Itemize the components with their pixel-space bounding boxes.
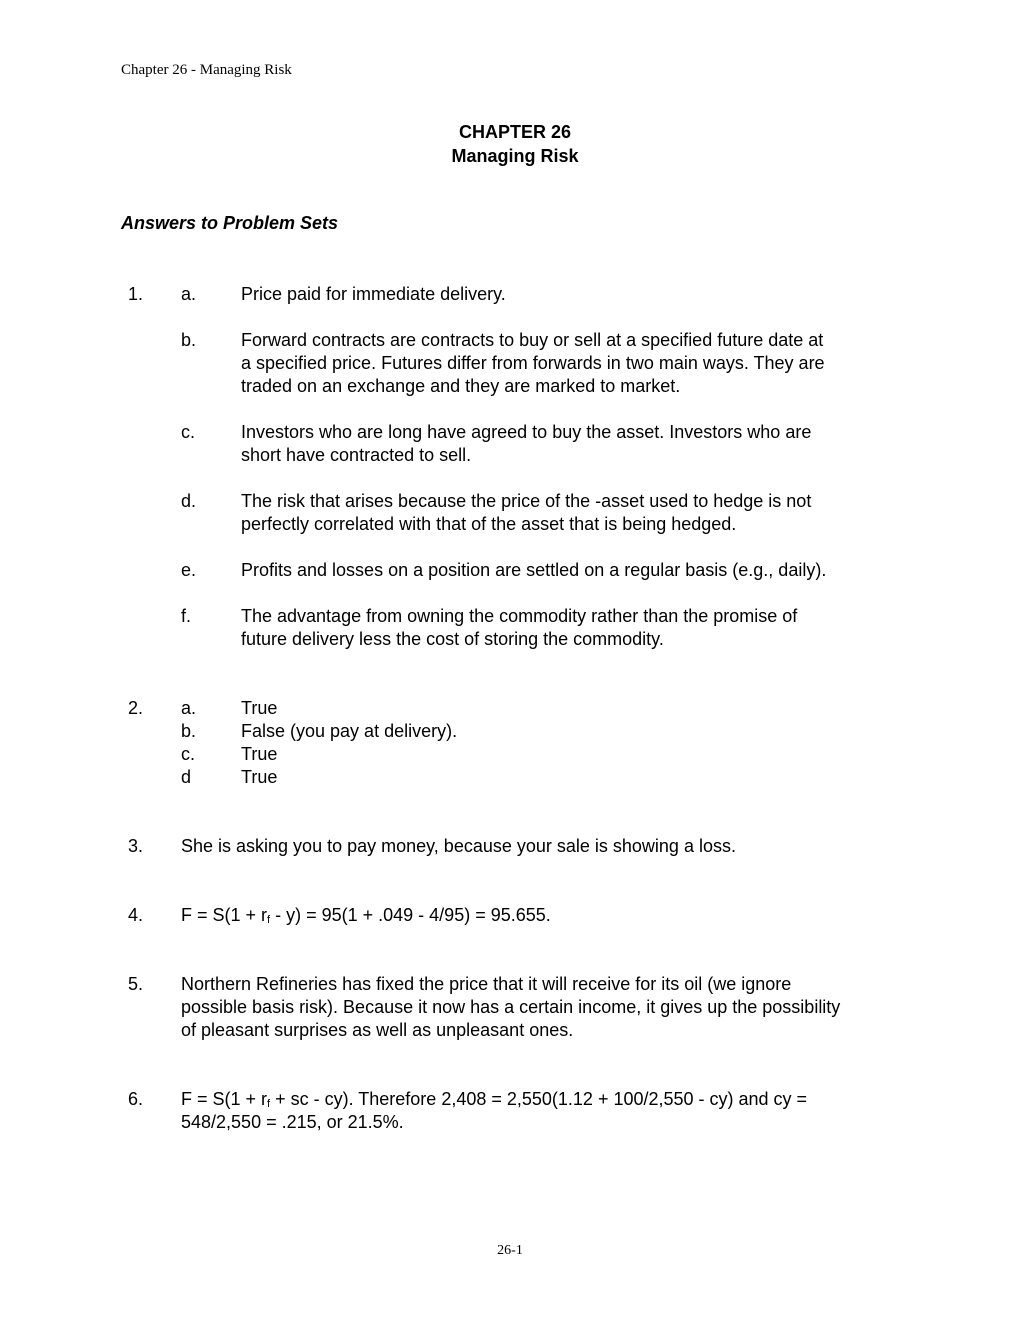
answer-line: Price paid for immediate delivery. <box>241 284 506 304</box>
answer-line: of pleasant surprises as well as unpleasant ones. <box>181 1020 574 1040</box>
problem-number: 5. <box>128 974 144 994</box>
item-label: c. <box>181 744 196 764</box>
answer-line: False (you pay at delivery). <box>241 721 458 741</box>
chapter-title: Managing Risk <box>451 146 579 166</box>
item-label: d <box>181 767 192 787</box>
problem-number: 6. <box>128 1089 144 1109</box>
problem-number: 3. <box>128 836 144 856</box>
answer-line: short have contracted to sell. <box>241 445 472 465</box>
formula-part: F = S(1 + r <box>181 1089 268 1109</box>
formula-part: - y) = 95(1 + .049 - 4/95) = 95.655. <box>270 905 551 925</box>
answer-line: Forward contracts are contracts to buy or sell at a specified future date at <box>241 330 824 350</box>
item-label: b. <box>181 721 197 741</box>
answer-line: possible basis risk). Because it now has a certain income, it gives up the possibility <box>181 997 841 1017</box>
page-header: Chapter 26 - Managing Risk <box>121 62 292 78</box>
answer-line: True <box>241 767 278 787</box>
formula-part: F = S(1 + r <box>181 905 268 925</box>
answer-line: a specified price. Futures differ from forwards in two main ways. They are <box>241 353 825 373</box>
formula-subscript: f <box>267 1098 271 1110</box>
item-label: e. <box>181 560 197 580</box>
formula-line <box>181 904 551 927</box>
item-label: f. <box>181 606 192 626</box>
item-label: b. <box>181 330 197 350</box>
answer-line: traded on an exchange and they are marked to market. <box>241 376 681 396</box>
chapter-number: CHAPTER 26 <box>458 122 572 142</box>
formula-line <box>181 1088 807 1111</box>
answer-line: The risk that arises because the price of the -asset used to hedge is not <box>241 491 812 511</box>
formula-subscript: f <box>267 914 271 926</box>
section-heading: Answers to Problem Sets <box>121 213 339 233</box>
answer-line: Investors who are long have agreed to buy the asset. Investors who are <box>241 422 812 442</box>
answer-line: perfectly correlated with that of the asset that is being hedged. <box>241 514 737 534</box>
problem-number: 4. <box>128 905 144 925</box>
answer-line: Northern Refineries has fixed the price that it will receive for its oil (we ignore <box>181 974 792 994</box>
item-label: a. <box>181 284 197 304</box>
answer-line: future delivery less the cost of storing the commodity. <box>241 629 664 649</box>
formula-part: + sc - cy). Therefore 2,408 = 2,550(1.12 + 100/2,550 - cy) and cy = <box>270 1089 808 1109</box>
answer-line: She is asking you to pay money, because your sale is showing a loss. <box>181 836 736 856</box>
item-label: d. <box>181 491 197 511</box>
answer-line: True <box>241 744 278 764</box>
page-number: 26-1 <box>497 1243 523 1258</box>
answer-line: The advantage from owning the commodity rather than the promise of <box>241 606 798 626</box>
item-label: c. <box>181 422 196 442</box>
problem-number: 2. <box>128 698 144 718</box>
answer-line: True <box>241 698 278 718</box>
problem-number: 1. <box>128 284 144 304</box>
answer-line: 548/2,550 = .215, or 21.5%. <box>181 1112 404 1132</box>
answer-line: Profits and losses on a position are settled on a regular basis (e.g., daily). <box>241 560 827 580</box>
item-label: a. <box>181 698 197 718</box>
